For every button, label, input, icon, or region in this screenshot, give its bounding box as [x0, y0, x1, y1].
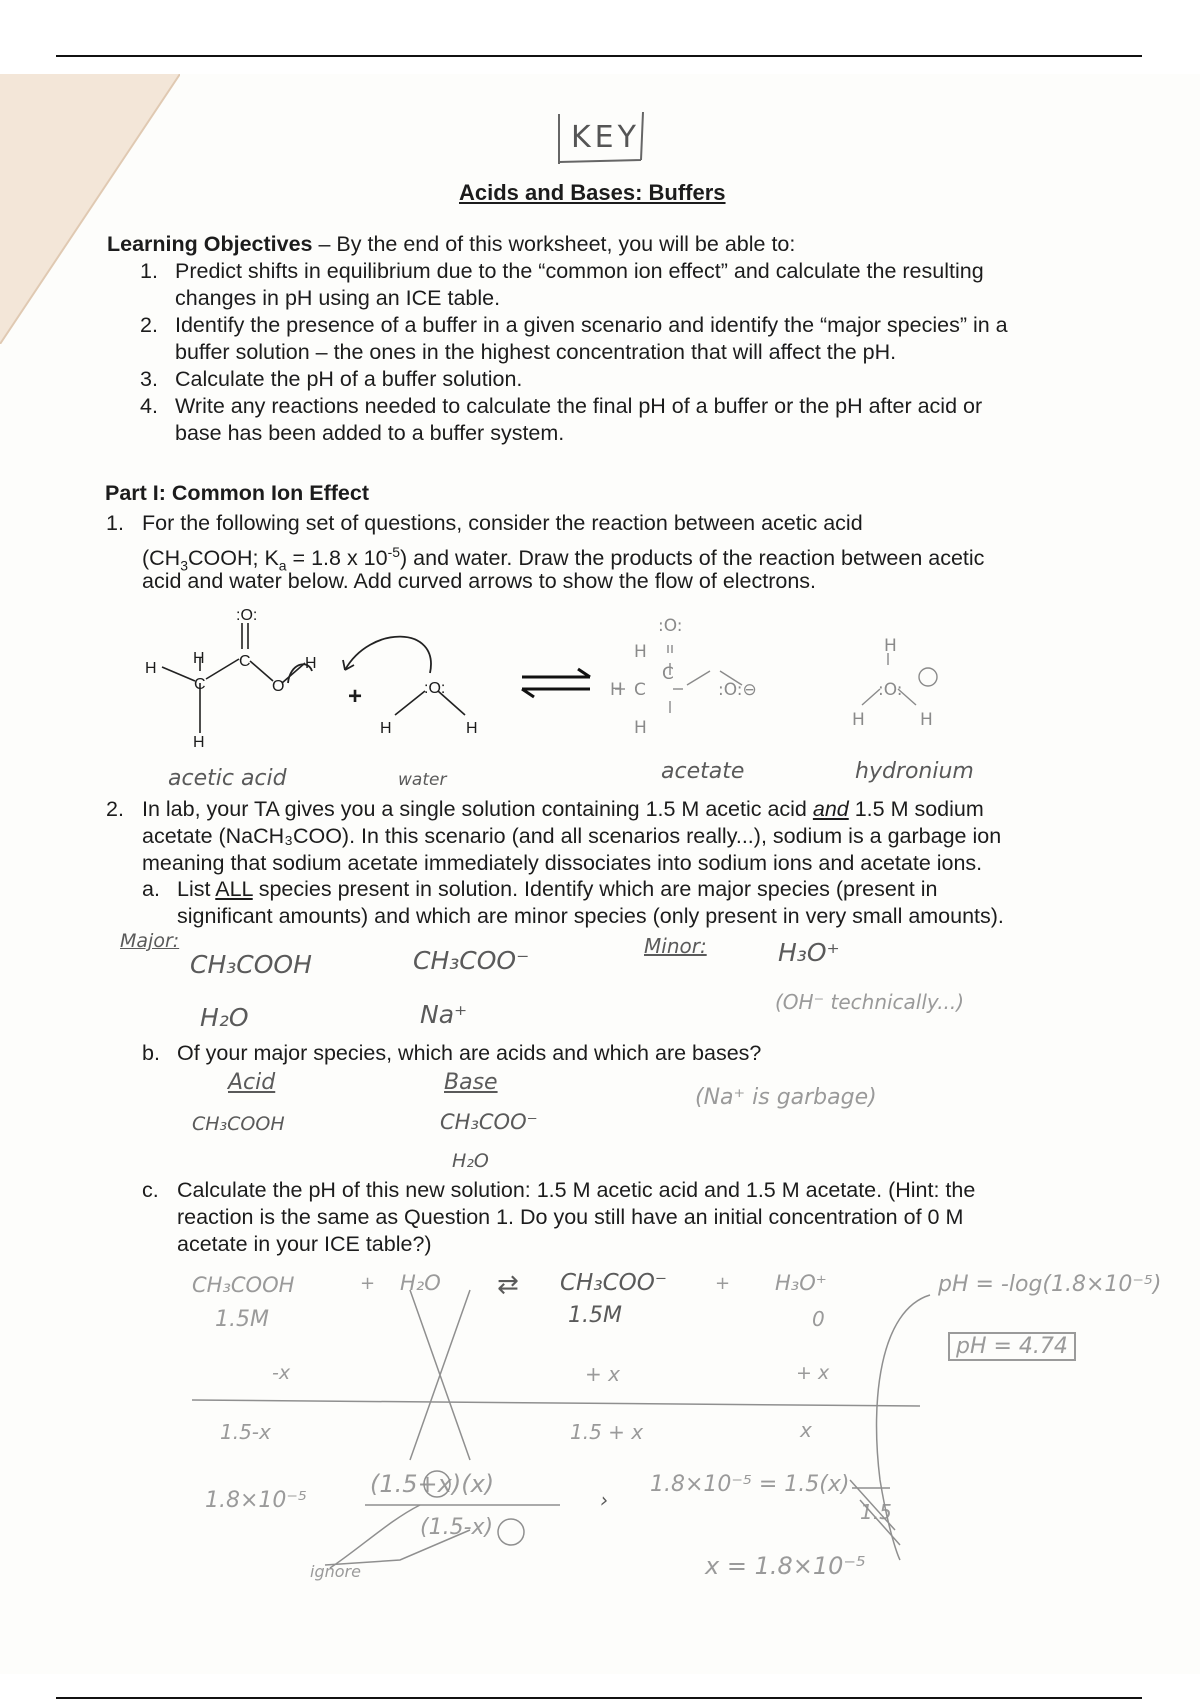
part-c-line-1: Calculate the pH of this new solution: 1.5 M acetic acid and 1.5 M acetate. (Hint: the — [177, 1178, 976, 1202]
part-a-line-2: significant amounts) and which are minor species (only present in very small amounts). — [177, 904, 1004, 928]
part-b-text: Of your major species, which are acids and which are bases? — [177, 1041, 762, 1065]
answer-major-label: Major: — [120, 930, 180, 952]
q2-l1-b: 1.5 M sodium — [848, 797, 984, 821]
atom-o-hydroxyl: O — [272, 678, 285, 695]
label-hydronium: hydronium — [855, 759, 974, 784]
ice-plus-2: + — [715, 1273, 731, 1294]
ice-equilibrium-hydronium: x — [800, 1418, 812, 1442]
answer-acid-label: Acid — [228, 1070, 276, 1095]
answer-species-hydroxide: (OH⁻ technically...) — [775, 990, 965, 1014]
part-a-letter: a. — [142, 877, 160, 901]
objective-4-num: 4. — [140, 394, 158, 418]
objective-2-line-1: Identify the presence of a buffer in a given scenario and identify the “major species” in a — [175, 313, 1008, 337]
objective-3-line-1: Calculate the pH of a buffer solution. — [175, 367, 523, 391]
answer-species-sodium: Na⁺ — [420, 1000, 468, 1029]
answer-species-water: H₂O — [200, 1003, 249, 1032]
ice-product-acetate: CH₃COO⁻ — [560, 1270, 667, 1296]
objective-1-num: 1. — [140, 259, 158, 283]
atom-h-water-left: H — [380, 720, 392, 737]
ice-ignore-note: ignore — [310, 1562, 361, 1581]
objective-1-line-1: Predict shifts in equilibrium due to the “common ion effect” and calculate the resulting — [175, 259, 984, 283]
part-c-letter: c. — [142, 1178, 159, 1202]
question-2-line-3: meaning that sodium acetate immediately dissociates into sodium ions and acetate ions. — [142, 851, 983, 875]
a-l1-b: species present in solution. Identify which are major species (present in — [252, 877, 938, 901]
atom-h-water-right: H — [466, 720, 478, 737]
ice-plus-1: + — [360, 1273, 376, 1294]
ice-simplified: 1.8×10⁻⁵ = 1.5(x) — [650, 1472, 850, 1497]
key-stamp-text: KEY — [571, 120, 640, 155]
ice-ka-denominator: (1.5-x) — [420, 1515, 494, 1540]
ph-result: pH = 4.74 — [948, 1332, 1076, 1361]
answer-species-acetic-acid: CH₃COOH — [190, 950, 312, 979]
atom-c-carbonyl: C — [239, 653, 251, 670]
ice-simplified-denominator: 1.5 — [860, 1500, 892, 1524]
plus-sign: + — [348, 683, 363, 710]
objectives-intro: – By the end of this worksheet, you will be able to: — [312, 232, 796, 256]
q1-l2-sub1: 3 — [180, 557, 188, 574]
ice-change-hydronium: + x — [796, 1362, 830, 1384]
objective-4-line-1: Write any reactions needed to calculate the final pH of a buffer or the pH after acid or — [175, 394, 983, 418]
q1-l2-a: (CH — [142, 546, 181, 571]
atom-labels: H H C H :O: C O H + H :O: H :O: H H C C H :O:⊖ H :O: H H — [140, 605, 960, 765]
atom-c-center: C — [194, 676, 206, 693]
label-water: water — [398, 770, 447, 790]
q1-l2-sup: -5 — [387, 544, 401, 560]
ice-change-acid: -x — [272, 1362, 291, 1384]
ice-ka-numerator: (1.5+x)(x) — [370, 1470, 495, 1498]
ice-equilibrium-acetate: 1.5 + x — [570, 1420, 644, 1444]
ph-expression: pH = -log(1.8×10⁻⁵) — [938, 1272, 1162, 1297]
q2-l1-a: In lab, your TA gives you a single solution containing 1.5 M acetic acid — [142, 797, 813, 821]
atom-h-bottom: H — [193, 734, 205, 751]
atom-o-water: :O: — [424, 680, 446, 697]
label-acetate: acetate — [661, 759, 745, 784]
ice-reactant-water: H₂O — [400, 1271, 441, 1295]
page-title: Acids and Bases: Buffers — [459, 180, 726, 205]
label-acetic-acid: acetic acid — [168, 766, 287, 791]
objective-1-line-2: changes in pH using an ICE table. — [175, 286, 501, 310]
answer-minor-label: Minor: — [644, 934, 707, 958]
ice-implies-arrow: › — [600, 1488, 608, 1512]
atom-h-acidic: H — [305, 655, 317, 672]
q1-l2-c: = 1.8 x 10 — [286, 546, 388, 571]
ice-initial-acid: 1.5M — [215, 1307, 269, 1332]
question-2-line-2: acetate (NaCH₃COO). In this scenario (and all scenarios really...), sodium is a garbage ion — [142, 824, 1002, 848]
objective-2-line-2: buffer solution – the ones in the highest concentration that will affect the pH. — [175, 340, 897, 364]
a-l1-a: List — [177, 877, 216, 901]
answer-base-label: Base — [444, 1070, 498, 1095]
ice-equilibrium-acid: 1.5-x — [220, 1420, 271, 1444]
question-1-num: 1. — [106, 511, 124, 535]
atom-o-carbonyl: :O: — [236, 607, 258, 624]
answer-species-acetate: CH₃COO⁻ — [413, 946, 530, 975]
ice-initial-acetate: 1.5M — [568, 1303, 622, 1328]
atom-h-left: H — [145, 660, 157, 677]
ice-initial-hydronium: 0 — [812, 1307, 825, 1331]
answer-base-water: H₂O — [452, 1150, 489, 1172]
objective-3-num: 3. — [140, 367, 158, 391]
question-1-line-1: For the following set of questions, consider the reaction between acetic acid — [142, 511, 863, 535]
q1-l2-b: COOH; K — [188, 546, 279, 571]
q1-l2-sub2: a — [278, 557, 287, 574]
objectives-lead: Learning Objectives — [107, 232, 313, 256]
answer-acid: CH₃COOH — [192, 1113, 285, 1135]
ice-equilibrium-arrow: ⇄ — [497, 1270, 519, 1300]
question-2-num: 2. — [106, 797, 124, 821]
part-c-line-2: reaction is the same as Question 1. Do you still have an initial concentration of 0 M — [177, 1205, 964, 1229]
ice-x-result: x = 1.8×10⁻⁵ — [705, 1552, 866, 1580]
q2-l1-and: and — [812, 797, 849, 821]
a-l1-all: ALL — [215, 877, 253, 901]
q1-l2-d: ) and water. Draw the products of the reaction between acetic — [400, 546, 985, 571]
answer-garbage-note: (Na⁺ is garbage) — [695, 1085, 877, 1110]
ice-ka-value: 1.8×10⁻⁵ — [205, 1488, 307, 1513]
part-c-line-3: acetate in your ICE table?) — [177, 1232, 432, 1256]
objective-2-num: 2. — [140, 313, 158, 337]
ice-reactant-acid: CH₃COOH — [192, 1273, 295, 1297]
part-1-heading: Part I: Common Ion Effect — [105, 481, 369, 505]
ice-change-acetate: + x — [585, 1362, 620, 1386]
part-b-letter: b. — [142, 1041, 160, 1065]
question-1-line-3: acid and water below. Add curved arrows to show the flow of electrons. — [142, 569, 817, 593]
answer-species-hydronium: H₃O⁺ — [778, 938, 840, 967]
objective-4-line-2: base has been added to a buffer system. — [175, 421, 565, 445]
atom-h-top: H — [193, 650, 205, 667]
answer-base-acetate: CH₃COO⁻ — [440, 1110, 538, 1134]
ice-product-hydronium: H₃O⁺ — [775, 1271, 827, 1295]
